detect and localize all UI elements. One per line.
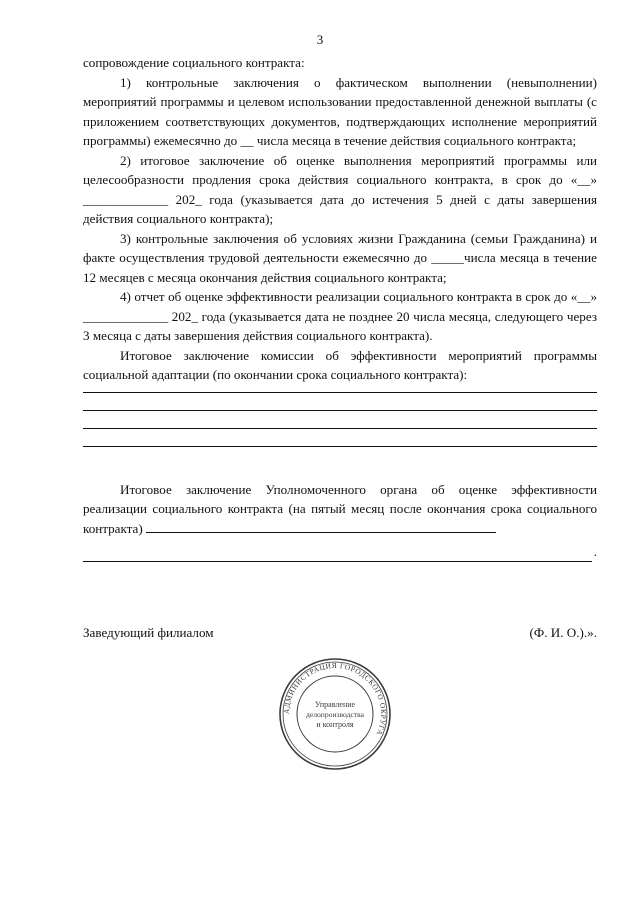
commission-paragraph: Итоговое заключение комиссии об эффективности мероприятий программы социальной адаптации (по окончании срока социального контракта):: [83, 347, 597, 382]
commission-fill-lines: [83, 392, 597, 447]
fill-line[interactable]: [83, 446, 597, 447]
item-1-paragraph: 1) контрольные заключения о фактическом выполнении (невыполнении) мероприятий программы и целевом использовании предоставленной денежной выплаты (с приложением соответствующих документов, подтверждающих исполнение мероприятий программы) ежемесячно до __ числа месяца в течение действия социального контракта;: [83, 74, 597, 148]
end-dot: .: [593, 544, 597, 559]
signature-name: (Ф. И. О.).».: [529, 625, 597, 640]
authority-paragraph: [83, 480, 597, 539]
stamp-ring-textpath: АДМИНИСТРАЦИЯ ГОРОДСКОГО ОКРУГА: [281, 660, 389, 737]
official-stamp: [278, 657, 392, 771]
fill-line[interactable]: [83, 561, 592, 562]
page-number: 3: [316, 32, 324, 47]
fill-line[interactable]: [83, 410, 597, 411]
stamp-line-1: Управление: [314, 700, 356, 709]
authority-fill-tail: [83, 542, 597, 562]
stamp-line-3: и контроля: [316, 720, 354, 729]
stamp-line-2: делопроизводства: [305, 710, 365, 719]
fill-line[interactable]: [83, 392, 597, 393]
document-body: [83, 53, 597, 562]
authority-text: Итоговое заключение Уполномоченного органа об оценке эффективности реализации социального контракта (на пятый месяц после окончания срока социального контракта): [83, 481, 597, 536]
item-3-paragraph: 3) контрольные заключения об условиях жизни Гражданина (семьи Гражданина) и факте осуществления трудовой деятельности ежемесячно до _____числа месяца в течение 12 месяцев с месяца окончания действия социального контракта;: [83, 230, 597, 285]
item-2-paragraph: 2) итоговое заключение об оценке выполнения мероприятий программы или целесообразности продления срока действия социального контракта, в срок до «__» _____________ 202_ года (указывается дата до истечения 5 дней с даты завершения действия социального контракта);: [83, 152, 597, 226]
signature-row: [83, 625, 597, 641]
fill-line[interactable]: [83, 428, 597, 429]
intro-paragraph: сопровождение социального контракта:: [83, 55, 305, 70]
signature-position: Заведующий филиалом: [83, 625, 214, 640]
item-4-paragraph: 4) отчет об оценке эффективности реализации социального контракта в срок до «__» _____________ 202_ года (указывается дата не позднее 20 числа месяца, следующего через 3 месяца с даты завершения действия социального контракта).: [83, 289, 597, 343]
authority-inline-fill[interactable]: [146, 521, 496, 533]
